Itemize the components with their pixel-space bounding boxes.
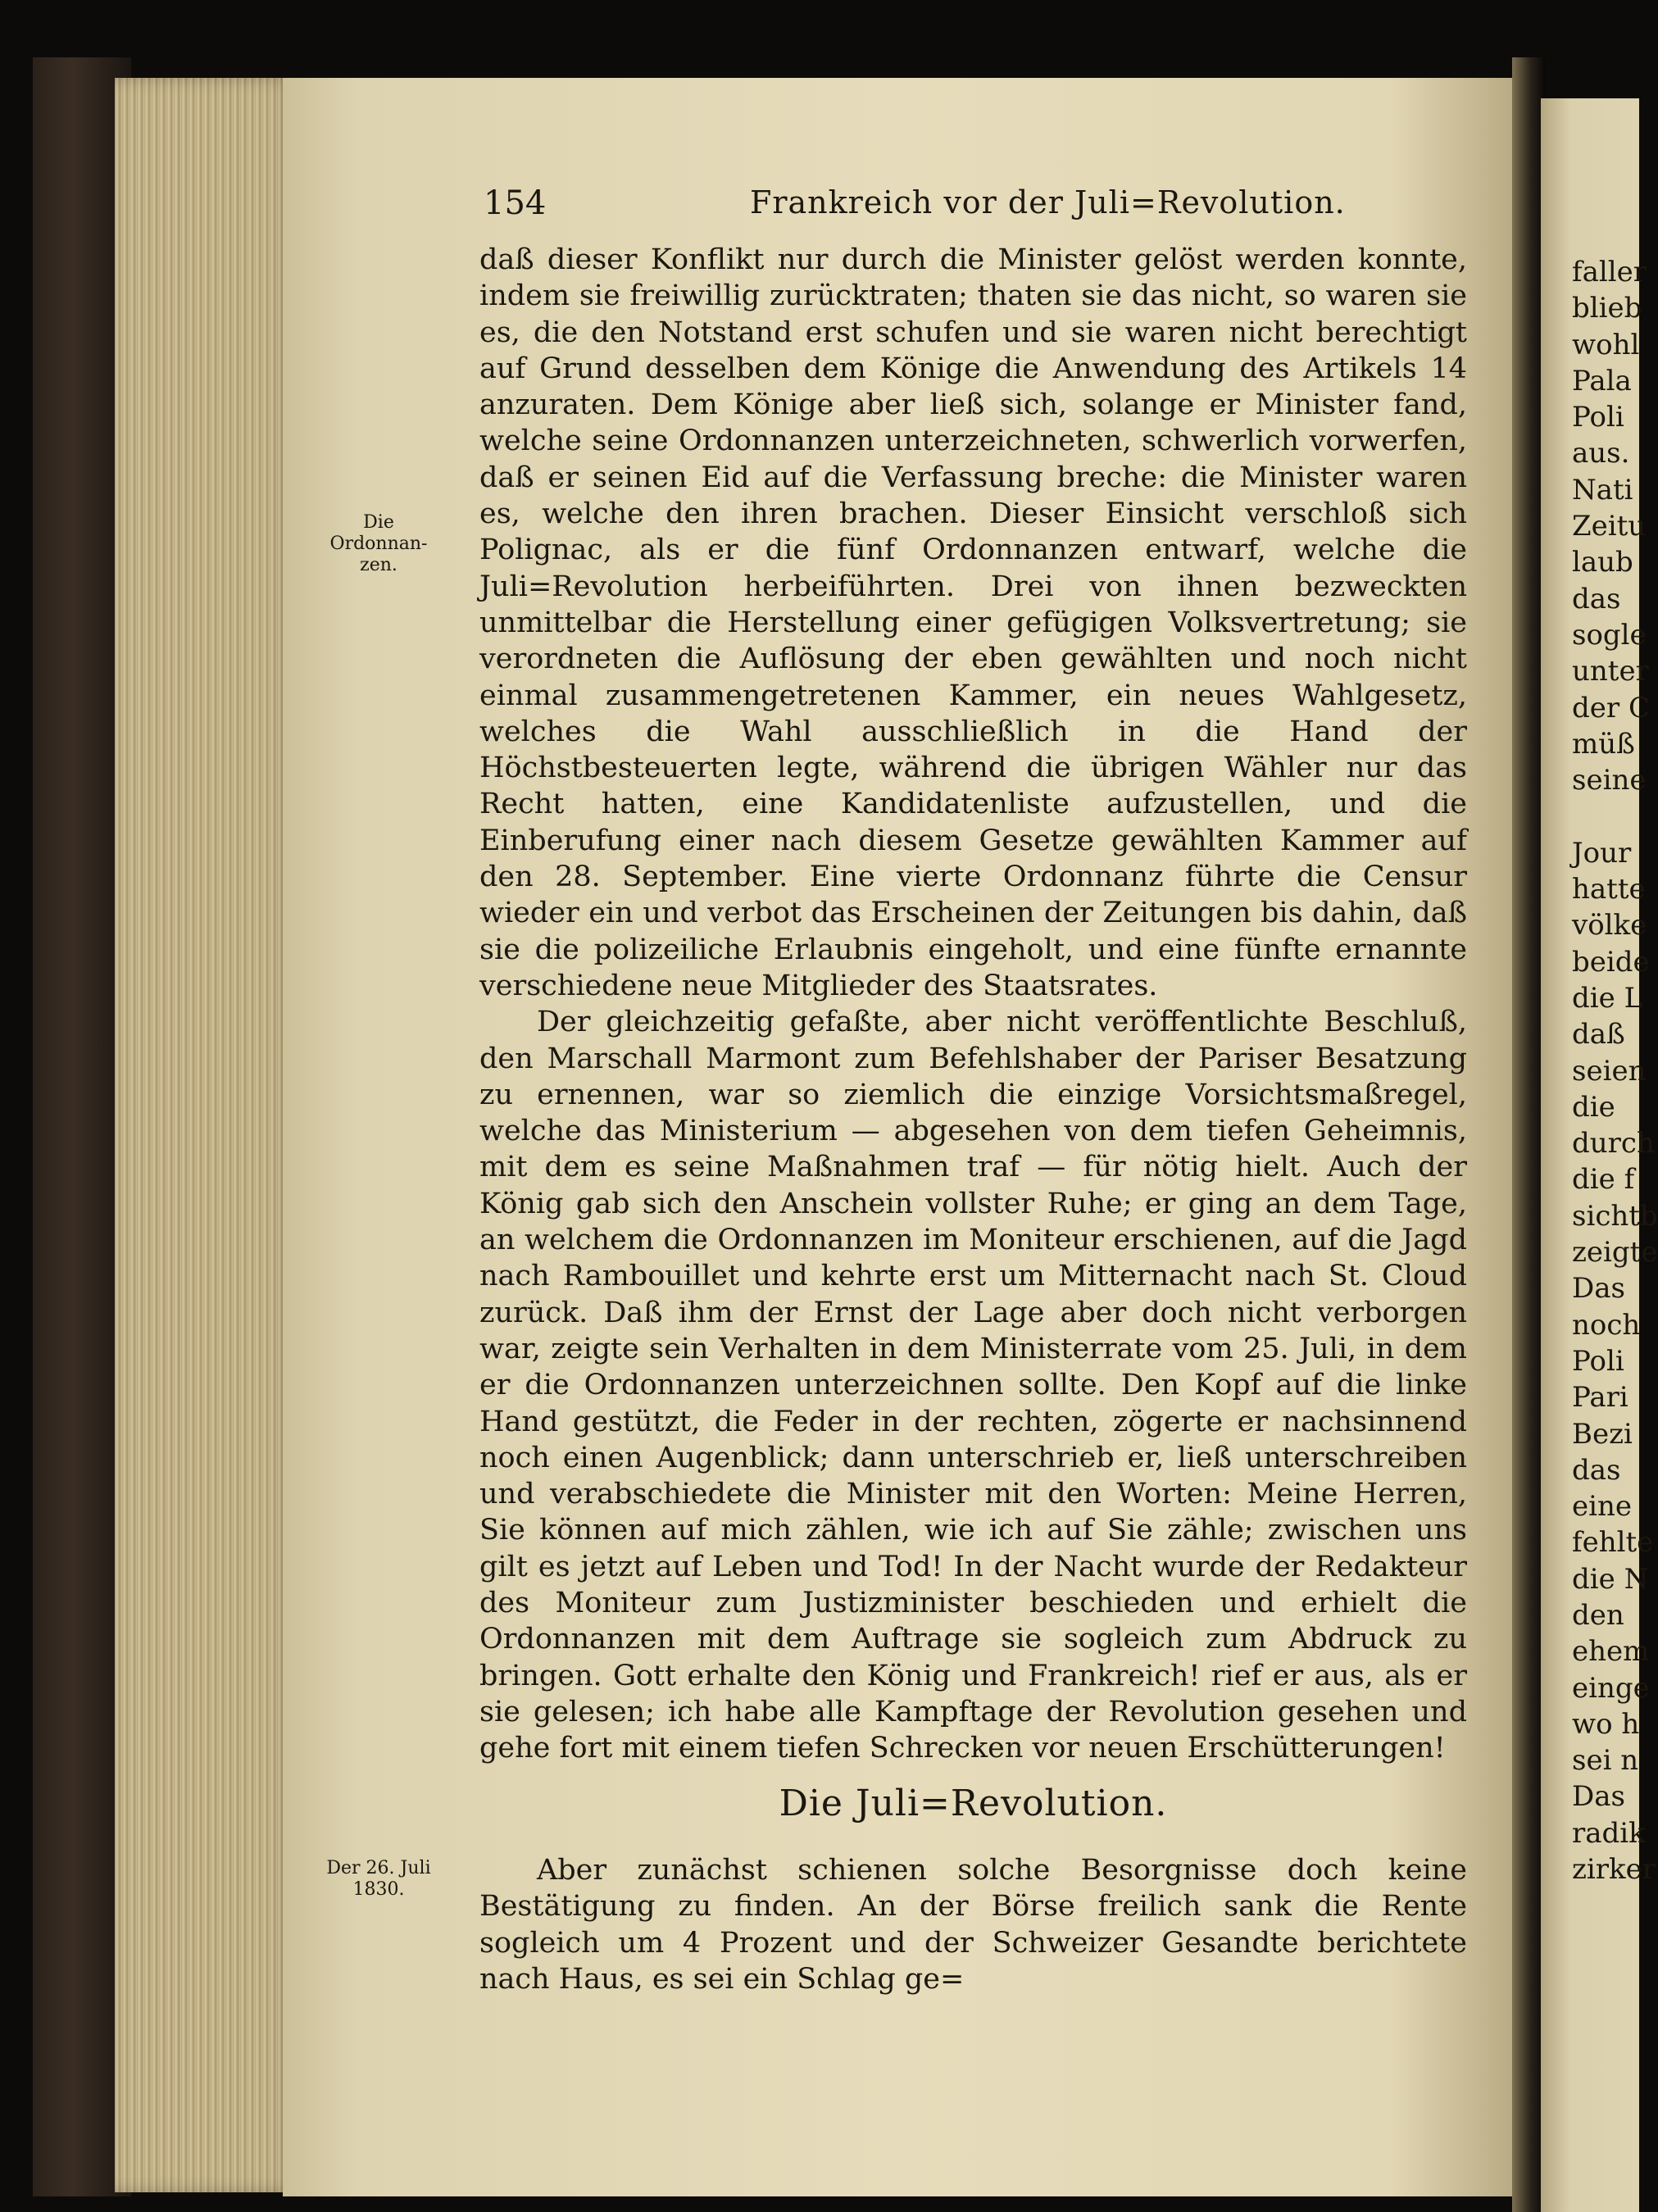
running-title: Frankreich vor der Juli=Revolution. (750, 184, 1346, 220)
facing-line: seine (1572, 764, 1647, 797)
paragraph: daß dieser Konflikt nur durch die Minister gelöst werden konnte, indem sie freiwillig zurücktraten; thaten sie das nicht, so waren sie es, die den Notstand erst schufen und sie waren nicht berechtigt auf Grund desselben dem Könige die Anwendung des Artikels 14 anzuraten. Dem Könige aber ließ sich, solange er Minister fand, welche seine Ordonnanzen unterzeichneten, schwerlich vorwerfen, daß er seinen Eid auf die Verfassung breche: die Minister waren es, welche den ihren brachen. Dieser Einsicht verschloß sich Polignac, als er die fünf Ordonnanzen entwarf, welche die Juli=Revolution herbeiführten. Drei von ihnen bezweckten unmittelbar die Herstellung einer gefügigen Volksvertretung; sie verordneten die Auflösung der eben gewählten und noch nicht einmal zusammengetretenen Kammer, ein neues Wahlgesetz, welches die Wahl ausschließlich in die Hand der Höchstbesteuerten legte, während die übrigen Wähler nur das Recht hatten, eine Kandidatenliste aufzustellen, und die Einberufung einer nach diesem Gesetze gewählten Kammer auf den 28. September. Eine vierte Ordonnanz führte die Censur wieder ein und verbot das Erscheinen der Zeitungen bis dahin, daß sie die polizeiliche Erlaubnis eingeholt, und eine fünfte ernannte verschiedene neue Mitglieder des Staatsrates. (479, 243, 1467, 1002)
facing-line: daß (1572, 1018, 1625, 1051)
facing-line: völke (1572, 909, 1647, 942)
facing-line: blieb (1572, 292, 1642, 325)
page-stack-edge (115, 78, 295, 2192)
facing-line: seien (1572, 1054, 1647, 1088)
facing-line: das (1572, 582, 1621, 615)
page-number: 154 (484, 184, 547, 222)
facing-line: Das (1572, 1272, 1625, 1306)
facing-line (1572, 798, 1658, 834)
facing-line: Jour (1572, 836, 1632, 870)
facing-line: Zeitu (1572, 510, 1647, 543)
margin-note: Die Ordonnan- zen. (329, 512, 428, 575)
facing-line: die L (1572, 981, 1643, 1015)
facing-line: Pala (1572, 364, 1632, 397)
facing-line: die (1572, 1090, 1615, 1124)
facing-line: Bezi (1572, 1417, 1633, 1451)
facing-line: unter (1572, 655, 1649, 688)
facing-line: einge (1572, 1671, 1650, 1705)
body-text (479, 242, 1467, 1766)
facing-line: aus. (1572, 437, 1630, 470)
margin-note: Der 26. Juli 1830. (326, 1858, 431, 1900)
left-page (283, 78, 1512, 2196)
facing-line: müß (1572, 727, 1635, 761)
facing-line: die f (1572, 1163, 1635, 1197)
facing-line: eine (1572, 1490, 1633, 1524)
facing-line: radik (1572, 1816, 1646, 1850)
facing-line: das (1572, 1453, 1621, 1487)
facing-line: Das (1572, 1780, 1625, 1814)
facing-line: sichtb (1572, 1199, 1658, 1233)
facing-line: Poli (1572, 401, 1624, 434)
facing-line: die N (1572, 1562, 1649, 1596)
book-gutter (1512, 57, 1545, 2212)
section-heading: Die Juli=Revolution. (779, 1783, 1168, 1824)
facing-line: Pari (1572, 1381, 1628, 1415)
facing-line: fehlte (1572, 1526, 1654, 1560)
facing-line: faller (1572, 256, 1647, 288)
facing-line: Poli (1572, 1344, 1624, 1378)
paragraph: Der gleichzeitig gefaßte, aber nicht veröffentlichte Beschluß, den Marschall Marmont zum Befehlshaber der Pariser Besatzung zu ernennen, war so ziemlich die einzige Vorsichtsmaßregel, welche das Ministerium — abgesehen von dem tiefen Geheimnis, mit dem es seine Maßnahmen traf — für nötig hielt. Auch der König gab sich den Anschein vollster Ruhe; er ging an dem Tage, an welchem die Ordonnanzen im Moniteur erschienen, auf die Jagd nach Rambouillet und kehrte erst um Mitternacht nach St. Cloud zurück. Daß ihm der Ernst der Lage aber doch nicht verborgen war, zeigte sein Verhalten in dem Ministerrate vom 25. Juli, in dem er die Ordonnanzen unterzeichnen sollte. Den Kopf auf die linke Hand gestützt, die Feder in der rechten, zögerte er nachsinnend noch einen Augenblick; dann unterschrieb er, ließ unterschreiben und verabschiedete die Minister mit den Worten: Meine Herren, Sie können auf mich zählen, wie ich auf Sie zähle; zwischen uns gilt es jetzt auf Leben und Tod! In der Nacht wurde der Redakteur des Moniteur zum Justizminister beschieden und erhielt die Ordonnanzen mit dem Auftrage sie sogleich zum Abdruck zu bringen. Gott erhalte den König und Frankreich! rief er aus, als er sie gelesen; ich habe alle Kampftage der Revolution gesehen und gehe fort mit einem tiefen Schrecken vor neuen Erschütterungen! (479, 1006, 1467, 1765)
facing-line: hatte (1572, 873, 1646, 906)
page-header (484, 184, 1488, 225)
facing-page-lines (1572, 254, 1658, 1887)
facing-line: beide (1572, 945, 1650, 979)
body-text (479, 1852, 1467, 1997)
facing-line: sei n (1572, 1744, 1639, 1778)
facing-line: noch (1572, 1308, 1641, 1342)
paragraph: Aber zunächst schienen solche Besorgnisse doch keine Bestätigung zu finden. An der Börse freilich sank die Rente sogleich um 4 Prozent und der Schweizer Gesandte berichtete nach Haus, es sei ein Schlag ge= (479, 1854, 1467, 1996)
facing-line: laub (1572, 546, 1633, 579)
facing-line: sogle (1572, 618, 1647, 652)
facing-line: den (1572, 1598, 1624, 1632)
facing-page (1541, 98, 1658, 2212)
facing-line: wo h (1572, 1707, 1640, 1741)
facing-line: zeigte (1572, 1236, 1658, 1270)
facing-line: durch (1572, 1127, 1655, 1161)
facing-line: Nati (1572, 473, 1633, 506)
facing-line: zirker (1572, 1853, 1656, 1887)
facing-line: der C (1572, 691, 1650, 724)
facing-line: wohl (1572, 328, 1640, 361)
facing-line: ehem (1572, 1635, 1650, 1669)
